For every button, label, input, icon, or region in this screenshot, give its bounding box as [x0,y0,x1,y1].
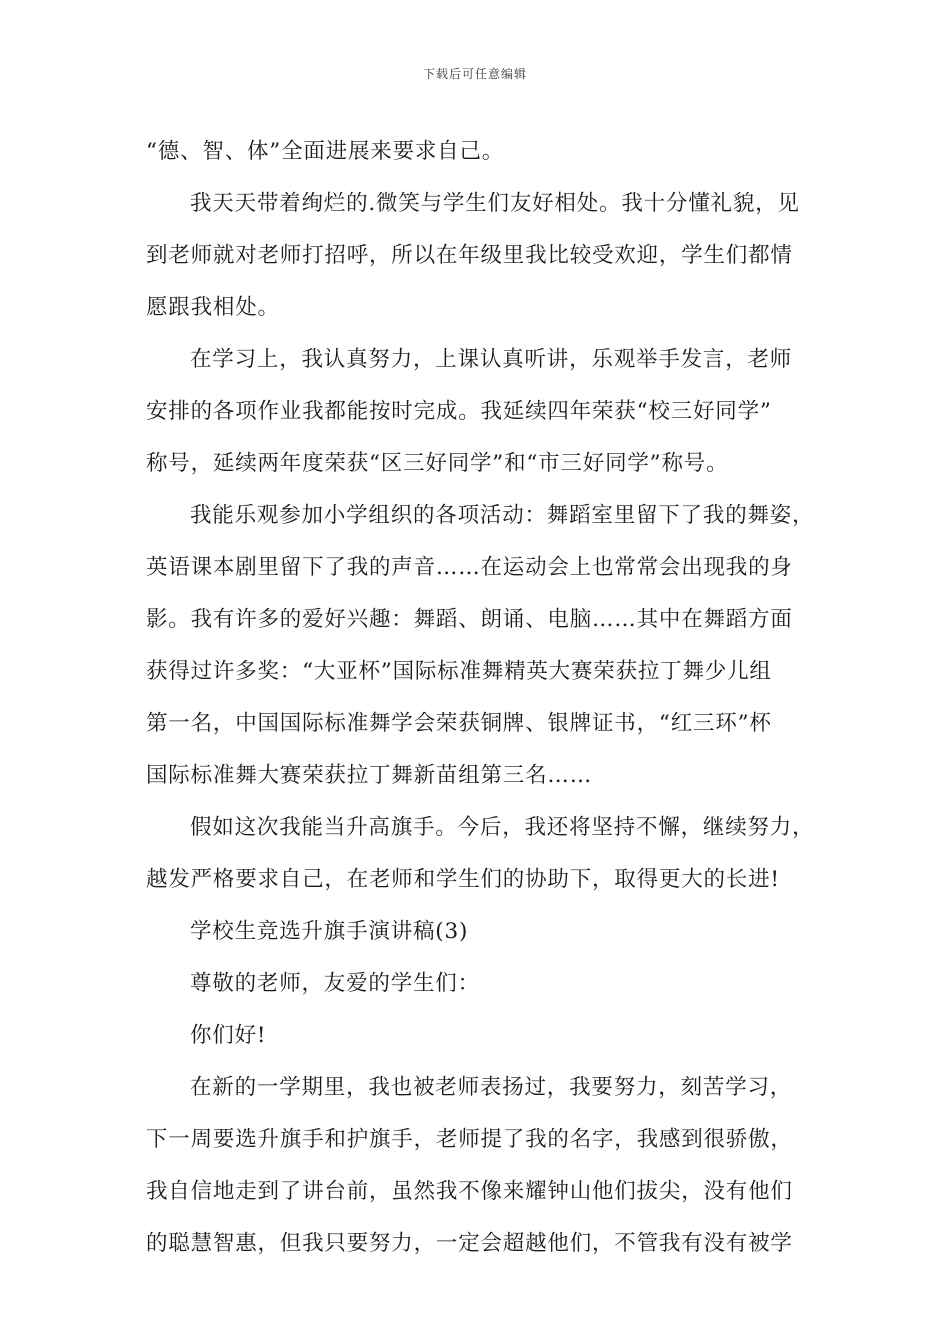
text-line: 愿跟我相处。 [146,295,280,320]
text-line: 下一周要选升旗手和护旗手，老师提了我的名字，我感到很骄傲， [146,1127,793,1152]
text-line: 在新的一学期里，我也被老师表扬过，我要努力，刻苦学习， [190,1075,793,1100]
text-line: 英语课本剧里留下了我的声音……在运动会上也常常会出现我的身 [146,555,793,580]
text-line: 我能乐观参加小学组织的各项活动：舞蹈室里留下了我的舞姿， [190,503,815,528]
salutation: 尊敬的老师，友爱的学生们： [190,971,480,996]
document-body [146,126,815,1270]
text-line: 安排的各项作业我都能按时完成。我延续四年荣获“校三好同学” [146,399,772,424]
text-line: 在学习上，我认真努力，上课认真听讲，乐观举手发言，老师 [190,347,793,372]
text-line: “德、智、体”全面进展来要求自己。 [146,139,505,164]
text-line: 到老师就对老师打招呼，所以在年级里我比较受欢迎，学生们都情 [146,243,793,268]
text-line: 国际标准舞大赛荣获拉丁舞新苗组第三名…… [146,763,593,788]
text-line: 获得过许多奖：“大亚杯”国际标准舞精英大赛荣获拉丁舞少儿组 [146,659,772,684]
text-line: 我天天带着绚烂的.微笑与学生们友好相处。我十分懂礼貌，见 [190,191,800,216]
text-line: 我自信地走到了讲台前，虽然我不像来耀钟山他们拔尖，没有他们 [146,1179,793,1204]
text-line: 的聪慧智惠，但我只要努力，一定会超越他们，不管我有没有被学 [146,1231,793,1256]
text-line: 影。我有许多的爱好兴趣：舞蹈、朗诵、电脑……其中在舞蹈方面 [146,607,793,632]
page-header: 下载后可任意编辑 [422,67,527,81]
text-line: 越发严格要求自己，在老师和学生们的协助下，取得更大的长进! [146,867,780,892]
text-line: 第一名，中国国际标准舞学会荣获铜牌、银牌证书，“红三环”杯 [146,711,772,736]
text-line: 称号，延续两年度荣获“区三好同学”和“市三好同学”称号。 [146,451,729,476]
section-title: 学校生竞选升旗手演讲稿(3) [190,919,469,944]
text-line: 假如这次我能当升高旗手。今后，我还将坚持不懈，继续努力， [190,815,815,840]
greeting: 你们好! [190,1023,267,1048]
